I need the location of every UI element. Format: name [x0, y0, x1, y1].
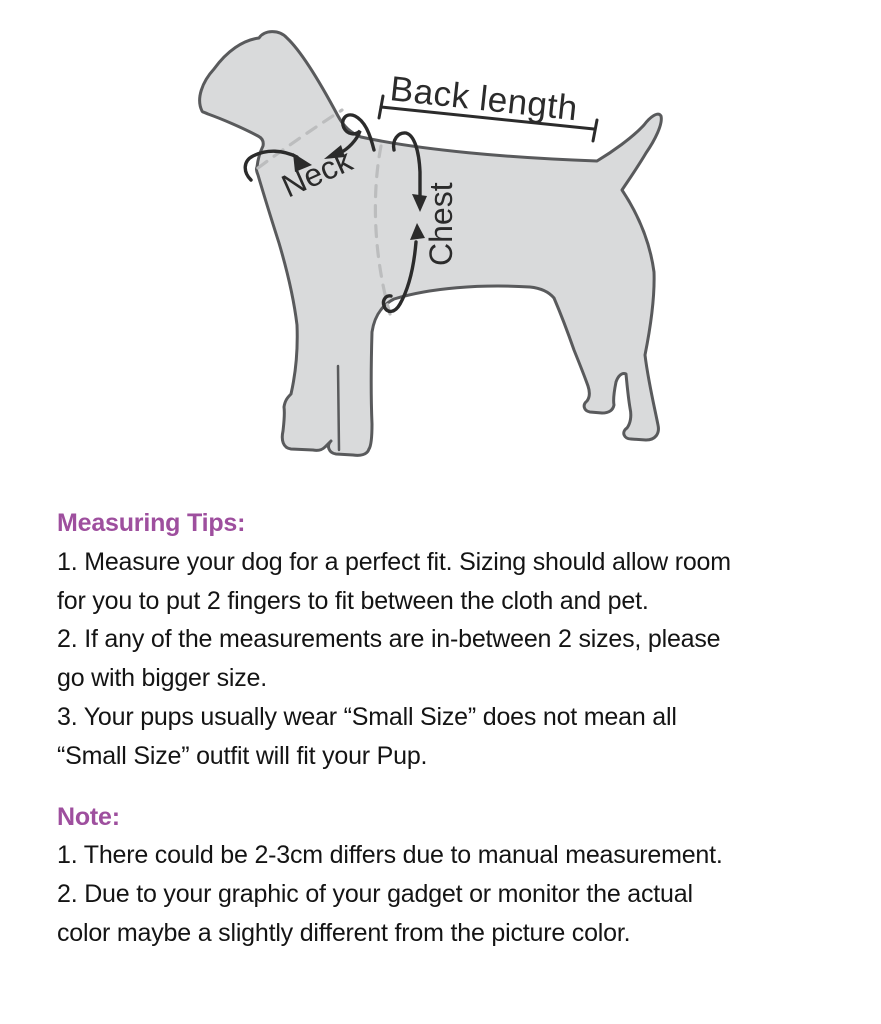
neck-label: Neck [276, 141, 358, 205]
measuring-tip-line: 1. Measure your dog for a perfect fit. Sizing should allow room [57, 547, 731, 576]
measuring-tip-line: for you to put 2 fingers to fit between the cloth and pet. [57, 586, 649, 615]
dog-measurement-diagram [0, 0, 881, 480]
note-heading: Note: [57, 802, 120, 831]
measuring-tip-line: 3. Your pups usually wear “Small Size” does not mean all [57, 702, 677, 731]
note-line: 1. There could be 2-3cm differs due to manual measurement. [57, 841, 723, 870]
chest-label: Chest [423, 182, 459, 266]
back-length-label: Back length [388, 69, 580, 129]
measuring-tip-line: “Small Size” outfit will fit your Pup. [57, 741, 428, 770]
note-line: 2. Due to your graphic of your gadget or monitor the actual [57, 880, 693, 909]
back-length-tick-right [593, 120, 597, 141]
measuring-tips-heading: Measuring Tips: [57, 509, 246, 537]
front-leg-separator-line [338, 366, 339, 450]
measuring-tip-line: go with bigger size. [57, 664, 268, 693]
back-length-tick-left [379, 96, 383, 118]
instructions-text [57, 504, 877, 953]
note-line: color maybe a slightly different from the picture color. [57, 918, 631, 947]
measuring-tip-line: 2. If any of the measurements are in-between 2 sizes, please [57, 625, 721, 654]
